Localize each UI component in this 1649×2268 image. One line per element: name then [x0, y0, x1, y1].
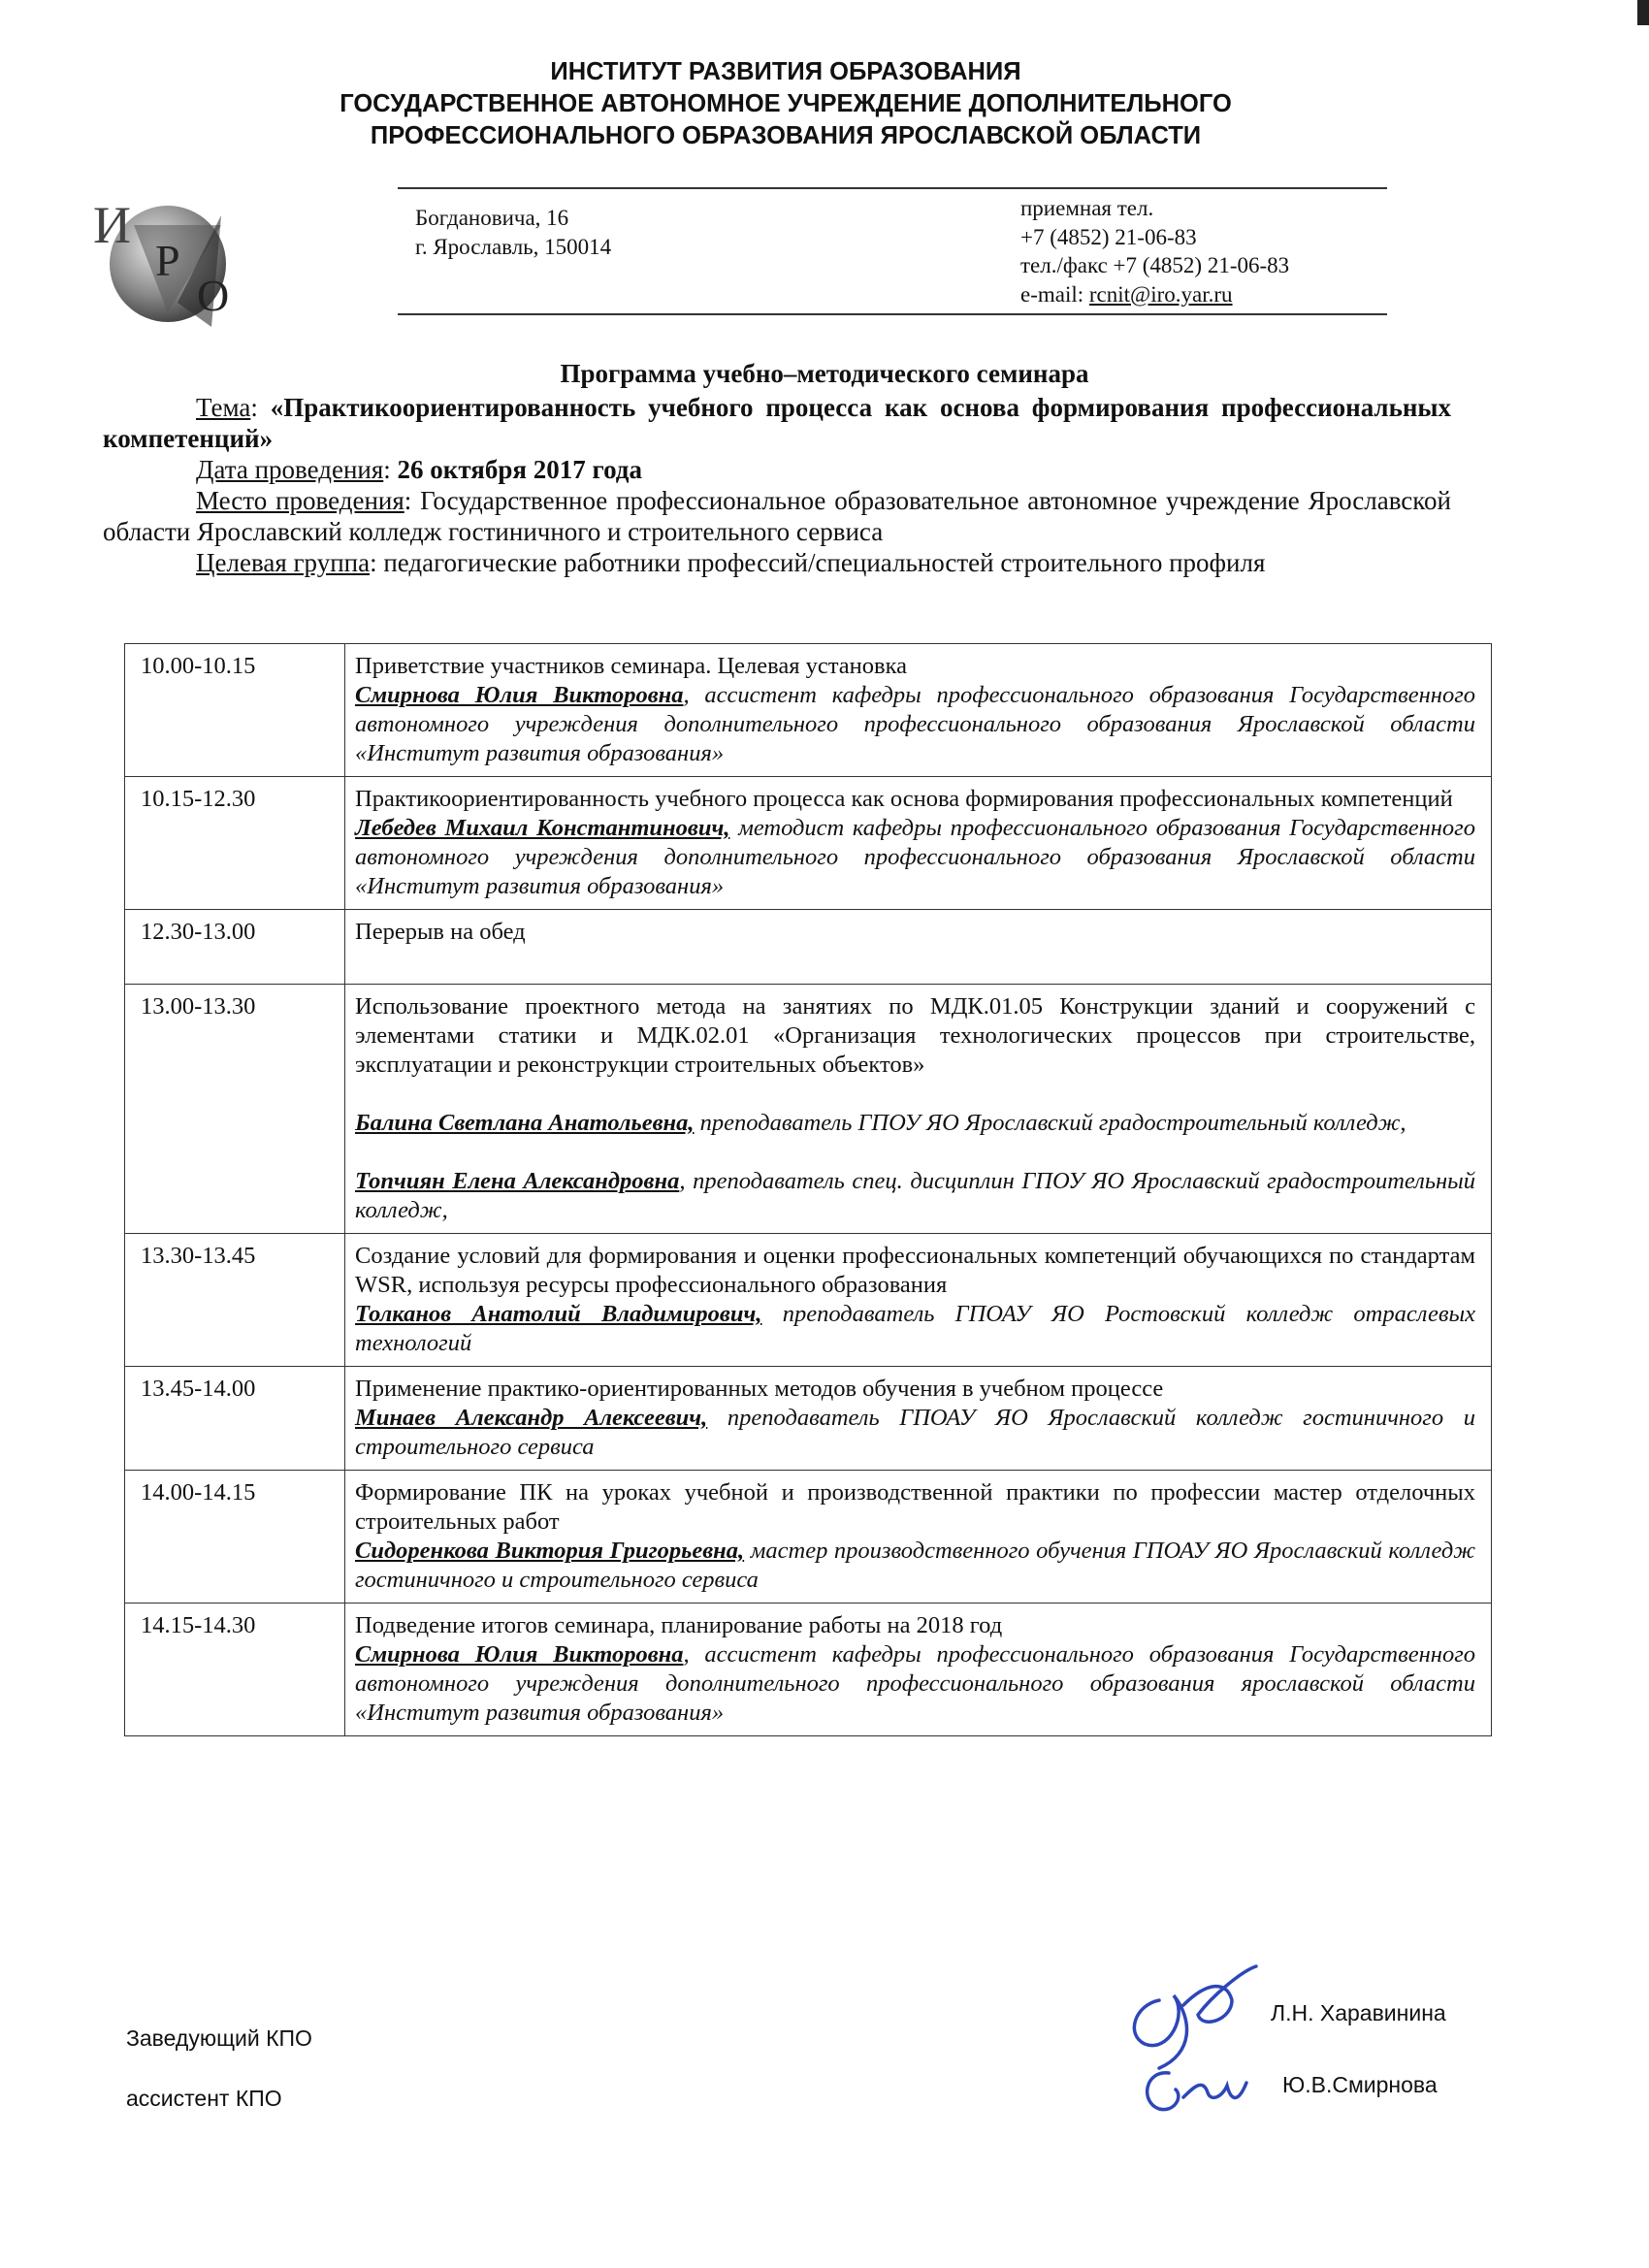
- schedule-session: [345, 777, 1492, 910]
- speaker-role: преподаватель ГПОУ ЯО Ярославский градостроительный колледж,: [694, 1110, 1406, 1136]
- schedule-session: [345, 1604, 1492, 1736]
- schedule-table: [124, 643, 1492, 1736]
- schedule-row: [125, 910, 1492, 985]
- reception-phone: +7 (4852) 21-06-83: [1020, 224, 1197, 249]
- group-label: Целевая группа: [196, 548, 371, 577]
- session-topic: Перерыв на обед: [355, 919, 526, 945]
- address-street: Богдановича, 16: [415, 206, 569, 230]
- speaker-role: , ассистент кафедры профессионального образования Государственного автономного учреждения дополнительного профессионального образования ярославской области «Институт развития образования»: [355, 1641, 1475, 1726]
- session-speaker: [355, 1300, 1475, 1358]
- header-line-3: ПРОФЕССИОНАЛЬНОГО ОБРАЗОВАНИЯ ЯРОСЛАВСКОЙ ОБЛАСТИ: [370, 122, 1202, 149]
- session-topic: Практикоориентированность учебного процесса как основа формирования профессиональных компетенций: [355, 786, 1453, 812]
- head-name: Л.Н. Харавинина: [1271, 2000, 1446, 2025]
- email-label: e-mail:: [1020, 281, 1084, 307]
- speaker-role: , преподаватель спец. дисциплин ГПОУ ЯО Ярославский градостроительный колледж,: [355, 1168, 1475, 1223]
- speaker-role: мастер производственного обучения ГПОАУ ЯО Ярославский колледж гостиничного и строительного сервиса: [355, 1538, 1475, 1593]
- schedule-session: [345, 1367, 1492, 1471]
- schedule-time: 13.45-14.00: [125, 1367, 345, 1471]
- svg-text:О: О: [197, 271, 230, 320]
- session-speaker: [355, 1640, 1475, 1728]
- speaker-name: Лебедев Михаил Константинович,: [355, 815, 730, 841]
- session-speaker: [355, 1167, 1475, 1225]
- address-city: г. Ярославль, 150014: [415, 235, 612, 259]
- date-label: Дата проведения: [196, 455, 384, 484]
- header-line-1: ИНСТИТУТ РАЗВИТИЯ ОБРАЗОВАНИЯ: [550, 58, 1021, 85]
- topic-label: Тема: [196, 393, 251, 422]
- schedule-row: [125, 1234, 1492, 1367]
- schedule-row: [125, 777, 1492, 910]
- institution-header: [272, 56, 1300, 152]
- schedule-time: 14.00-14.15: [125, 1471, 345, 1604]
- schedule-row: [125, 644, 1492, 777]
- session-topic: Приветствие участников семинара. Целевая установка: [355, 653, 908, 679]
- session-speaker: [355, 1404, 1475, 1462]
- spacer: [355, 1080, 1475, 1109]
- schedule-time: 10.15-12.30: [125, 777, 345, 910]
- reception-label: приемная тел.: [1020, 196, 1154, 220]
- head-title: Заведующий КПО: [126, 2025, 312, 2051]
- schedule-session: [345, 1471, 1492, 1604]
- schedule-row: [125, 1604, 1492, 1736]
- date-value: 26 октября 2017 года: [397, 455, 642, 484]
- program-title: Программа учебно–методического семинара: [560, 359, 1089, 388]
- spacer: [355, 947, 1475, 976]
- header-line-2: ГОСУДАРСТВЕННОЕ АВТОНОМНОЕ УЧРЕЖДЕНИЕ ДОПОЛНИТЕЛЬНОГО: [340, 90, 1232, 117]
- session-speaker: [355, 681, 1475, 768]
- speaker-name: Минаев Александр Алексеевич,: [355, 1405, 708, 1431]
- session-topic: Применение практико-ориентированных методов обучения в учебном процессе: [355, 1376, 1164, 1402]
- assistant-title: ассистент КПО: [126, 2086, 282, 2111]
- email-line: [1020, 280, 1289, 309]
- schedule-row: [125, 1471, 1492, 1604]
- session-topic: Использование проектного метода на занятиях по МДК.01.05 Конструкции зданий и сооружений с элементами статики и МДК.02.01 «Организация технологических процессов при строительстве, эксплуатации и реконструкции строительных объектов»: [355, 993, 1475, 1078]
- session-speaker: [355, 1537, 1475, 1595]
- scan-edge-mark: [1637, 0, 1649, 25]
- place-paragraph: Место проведения: Государственное профессиональное образовательное автономное учреждение Ярославской области Ярославский колледж гостиничного и строительного сервиса: [103, 486, 1451, 546]
- group-value: педагогические работники профессий/специальностей строительного профиля: [383, 548, 1266, 577]
- date-paragraph: Дата проведения: 26 октября 2017 года: [196, 455, 642, 484]
- speaker-name: Смирнова Юлия Викторовна: [355, 682, 684, 708]
- speaker-name: Топчиян Елена Александровна: [355, 1168, 680, 1194]
- schedule-session: [345, 985, 1492, 1234]
- session-topic: Формирование ПК на уроках учебной и производственной практики по профессии мастер отделочных строительных работ: [355, 1479, 1475, 1535]
- speaker-role: преподаватель ГПОАУ ЯО Ростовский колледж отраслевых технологий: [355, 1301, 1476, 1356]
- svg-text:И: И: [93, 196, 131, 254]
- header-rule-top: [398, 187, 1387, 189]
- session-topic: Создание условий для формирования и оценки профессиональных компетенций обучающихся по стандартам WSR, используя ресурсы профессионального образования: [355, 1243, 1475, 1298]
- email-link[interactable]: rcnit@iro.yar.ru: [1088, 281, 1233, 307]
- speaker-role: методист кафедры профессионального образования Государственного автономного учреждения дополнительного профессионального образования Ярославской области «Институт развития образования»: [355, 815, 1475, 899]
- handwritten-signature-icon: [1116, 1961, 1261, 2126]
- schedule-row: [125, 1367, 1492, 1471]
- session-topic: Подведение итогов семинара, планирование работы на 2018 год: [355, 1612, 1003, 1638]
- place-value: Государственное профессиональное образовательное автономное учреждение Ярославской области Ярославский колледж гостиничного и строительного сервиса: [103, 486, 1451, 546]
- schedule-session: [345, 910, 1492, 985]
- topic-value: «Практикоориентированность учебного процесса как основа формирования профессиональных компетенций»: [103, 393, 1451, 453]
- topic-paragraph: Тема: «Практикоориентированность учебного процесса как основа формирования профессиональных компетенций»: [103, 393, 1451, 453]
- speaker-role: , ассистент кафедры профессионального образования Государственного автономного учреждения дополнительного профессионального образования Ярославской области «Институт развития образования»: [355, 682, 1475, 766]
- speaker-role: преподаватель ГПОАУ ЯО Ярославский колледж гостиничного и строительного сервиса: [355, 1405, 1475, 1460]
- session-speaker: [355, 814, 1475, 901]
- speaker-name: Балина Светлана Анатольевна,: [355, 1110, 695, 1136]
- speaker-name: Толканов Анатолий Владимирович,: [355, 1301, 762, 1327]
- iro-logo-icon: [76, 186, 260, 332]
- assistant-name: Ю.В.Смирнова: [1282, 2072, 1438, 2097]
- postal-address: [415, 204, 611, 262]
- schedule-session: [345, 1234, 1492, 1367]
- program-details: [103, 392, 1451, 578]
- fax-line: тел./факс +7 (4852) 21-06-83: [1020, 253, 1290, 277]
- schedule-time: 13.30-13.45: [125, 1234, 345, 1367]
- svg-text:Р: Р: [155, 236, 180, 285]
- header-rule-bottom: [398, 313, 1387, 315]
- session-speaker: [355, 1109, 1475, 1138]
- schedule-session: [345, 644, 1492, 777]
- spacer: [355, 1138, 1475, 1167]
- schedule-time: 10.00-10.15: [125, 644, 345, 777]
- schedule-time: 12.30-13.00: [125, 910, 345, 985]
- place-label: Место проведения: [196, 486, 404, 515]
- schedule-row: [125, 985, 1492, 1234]
- group-paragraph: Целевая группа: педагогические работники профессий/специальностей строительного профиля: [196, 548, 1266, 577]
- contact-block: [1020, 194, 1289, 308]
- speaker-name: Сидоренкова Виктория Григорьевна,: [355, 1538, 745, 1564]
- schedule-time: 13.00-13.30: [125, 985, 345, 1234]
- schedule-time: 14.15-14.30: [125, 1604, 345, 1736]
- speaker-name: Смирнова Юлия Викторовна: [355, 1641, 684, 1668]
